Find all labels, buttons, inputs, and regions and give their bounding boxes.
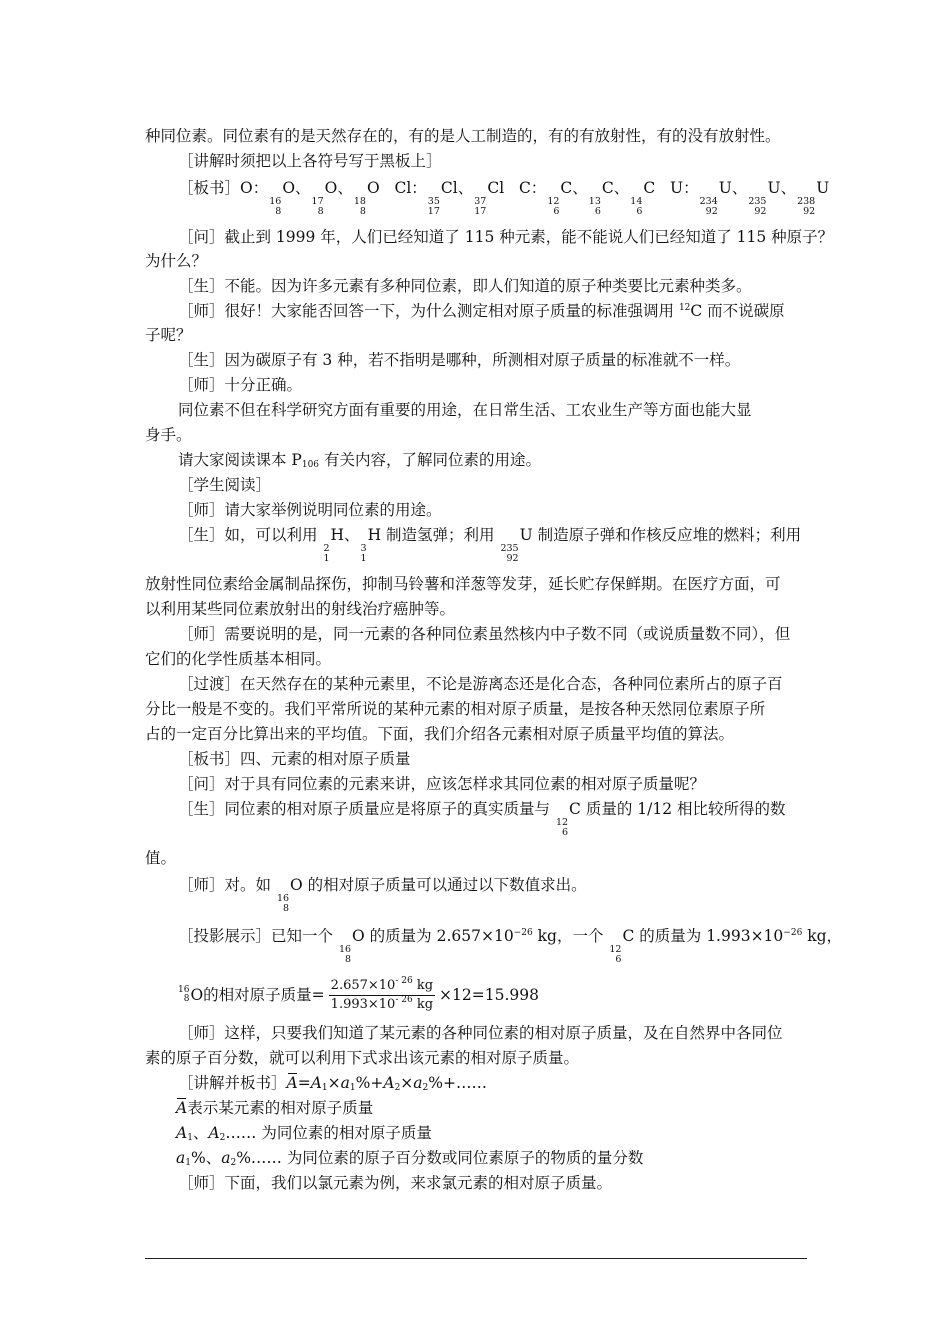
nuclide-u238: 238 92 <box>797 196 816 217</box>
text-line: 请大家阅读课本 $P_{106}$ 有关内容，了解同位素的用途。 <box>178 451 541 470</box>
nuclide-c12: 12 6 <box>609 944 622 965</box>
emphasis-dot: 素 <box>703 700 719 718</box>
nuclide-cl35: 35 17 <box>427 196 440 217</box>
text-line: ［过渡］在天然存在的某种元素里，不论是游离态还是化合态，各种同位素所占的原子百 <box>178 675 783 693</box>
emphasis-dot: 天 <box>641 700 657 718</box>
text-line: ［讲解时须把以上各符号写于黑板上］ <box>178 152 442 170</box>
text-line: 值。 <box>145 849 177 867</box>
definition-line: $A_1$、$A_2\dots\dots$ 为同位素的相对原子质量 <box>176 1124 432 1143</box>
text-line: ［师］很好！大家能否回答一下，为什么测定相对原子质量的标准强调用 $^{12}$C 而不说碳原 <box>178 302 785 320</box>
text-line: 放射性同位素给金属制品探伤，抑制马铃薯和洋葱等发芽，延长贮存保鲜期。在医疗方面，可 <box>145 575 781 593</box>
text-line: ［学生阅读］ <box>178 476 272 494</box>
text-line: 种同位素。同位素有的是天然存在的，有的是人工制造的，有的有放射性，有的没有放射性。 <box>145 127 781 145</box>
nuclide-u234: 234 92 <box>699 196 718 217</box>
text-line: 为什么？ <box>145 252 208 270</box>
nuclide-c13: 13 6 <box>588 196 601 217</box>
emphasis-dot: 然 <box>656 700 673 718</box>
text-line: 它们的化学性质基本相同。 <box>145 650 332 668</box>
nuclide-o16: 16 8 <box>269 196 282 217</box>
nuclide-c12: 12 6 <box>555 817 569 838</box>
nuclide-h2: 2 1 <box>323 543 330 564</box>
text-line: ［生］因为碳原子有 3 种，若不指明是哪种，所测相对原子质量的标准就不一样。 <box>178 351 741 369</box>
formula-line: ［讲解并板书$]A=A_1\times a_1\%+A_2\times a_2\%+\dots\dots$ <box>178 1074 487 1093</box>
nuclide-cl37: 37 17 <box>474 196 487 217</box>
text-line: 身手。 <box>145 426 192 444</box>
nuclide-o16: 16 8 <box>338 944 352 965</box>
text-line: ［问］对于具有同位素的元素来讲，应该怎样求其同位素的相对原子质量呢？ <box>178 775 706 793</box>
average-mass-symbol: A <box>286 1074 298 1092</box>
text-line: ［师］请大家举例说明同位素的用途。 <box>178 501 442 519</box>
text-line: ［师］对。如 16 8 O 的相对原子质量可以通过以下数值求出。 <box>178 876 587 914</box>
nuclide-o18: 18 8 <box>353 196 366 217</box>
text-line: ［师］十分正确。 <box>178 376 303 394</box>
text-line: ［师］这样，只要我们知道了某元素的各种同位素的相对原子质量，及在自然界中各同位 <box>178 1024 783 1042</box>
text-line: ［师］需要说明的是，同一元素的各种同位素虽然核内中子数不同（或说质量数不同），但 <box>178 625 791 643</box>
average-mass-symbol: A <box>176 1099 188 1117</box>
text-line: ［生］不能。因为许多元素有多种同位素，即人们知道的原子种类要比元素种类多。 <box>178 277 752 295</box>
projection-line: ［投影展示］已知一个 16 8 O 的质量为 $2.657\times 10^{-26}$ kg，一个 12 6 C 的质量为 $1.993\times 10^{-26}$ kg， <box>178 927 843 965</box>
text-line: 子呢？ <box>145 326 192 344</box>
definition-line: $a_1\%$、$a_2\%\dots\dots$ 为同位素的原子百分数或同位素原子的物质的量分数 <box>176 1149 644 1168</box>
board-isotope-symbols: ［板书］O： 16 8 O、 17 8 O、 18 8 O Cl： 35 17 Cl、 37 17 Cl C： 12 6 C、 13 6 C、 14 6 C U： 234 92 U、 235 92 U、 238 92 U <box>178 179 830 217</box>
text-line: ［生］同位素的相对原子质量应是将原子的真实质量与 12 6 C 质量的 1/12 相比较所得的数 <box>178 800 786 838</box>
nuclide-u235: 235 92 <box>748 196 767 217</box>
definition-line: A表示某元素的相对原子质量 <box>176 1099 374 1117</box>
emphasis-dot: 同 <box>672 700 688 718</box>
nuclide-o17: 17 8 <box>311 196 324 217</box>
text-line: 素的原子百分数，就可以利用下式求出该元素的相对原子质量。 <box>145 1049 580 1067</box>
nuclide-h3: 3 1 <box>360 543 367 564</box>
section-heading: ［板书］四、元素的相对原子质量 <box>178 750 411 768</box>
nuclide-o16: 16 8 <box>178 985 190 1004</box>
text-line: 占的一定百分比算出来的平均值。下面，我们介绍各元素相对原子质量平均值的算法。 <box>145 725 735 743</box>
text-line: ［师］下面，我们以氯元素为例，来求氯元素的相对原子质量。 <box>178 1174 613 1192</box>
footer-rule <box>145 1258 807 1259</box>
nuclide-c12: 12 6 <box>547 196 560 217</box>
equation-line: 16 8 O 的相对原子质量= $\frac{2.657\times 10^{- 26} kg}{1.993\times 10^{- 26} kg}$ ×12=15.998 <box>178 975 539 1012</box>
nuclide-c14: 14 6 <box>630 196 643 217</box>
text-line: 分比一般是不变的。我们平常所说的某种元素的相对原子质量，是按各种天然同位素原子所 <box>145 700 766 718</box>
text-line: 以利用某些同位素放射出的射线治疗癌肿等。 <box>145 600 456 618</box>
text-line: ［生］如，可以利用 2 1 H、 3 1 H 制造氢弹；利用 235 92 U 制造原子弹和作核反应堆的燃料；利用 <box>178 526 802 564</box>
text-line: ［问］截止到 1999 年，人们已经知道了 115 种元素，能不能说人们已经知道了 115 种原子？ <box>178 228 834 246</box>
emphasis-dot: 位 <box>687 700 704 718</box>
mass-ratio-fraction: $\frac{2.657\times 10^{- 26} kg}{1.993\times 10^{- 26} kg}$ <box>330 975 434 1012</box>
nuclide-u235: 235 92 <box>500 543 519 564</box>
text-line: 同位素不但在科学研究方面有重要的用途，在日常生活、工农业生产等方面也能大显 <box>178 401 752 419</box>
nuclide-o16: 16 8 <box>276 893 290 914</box>
